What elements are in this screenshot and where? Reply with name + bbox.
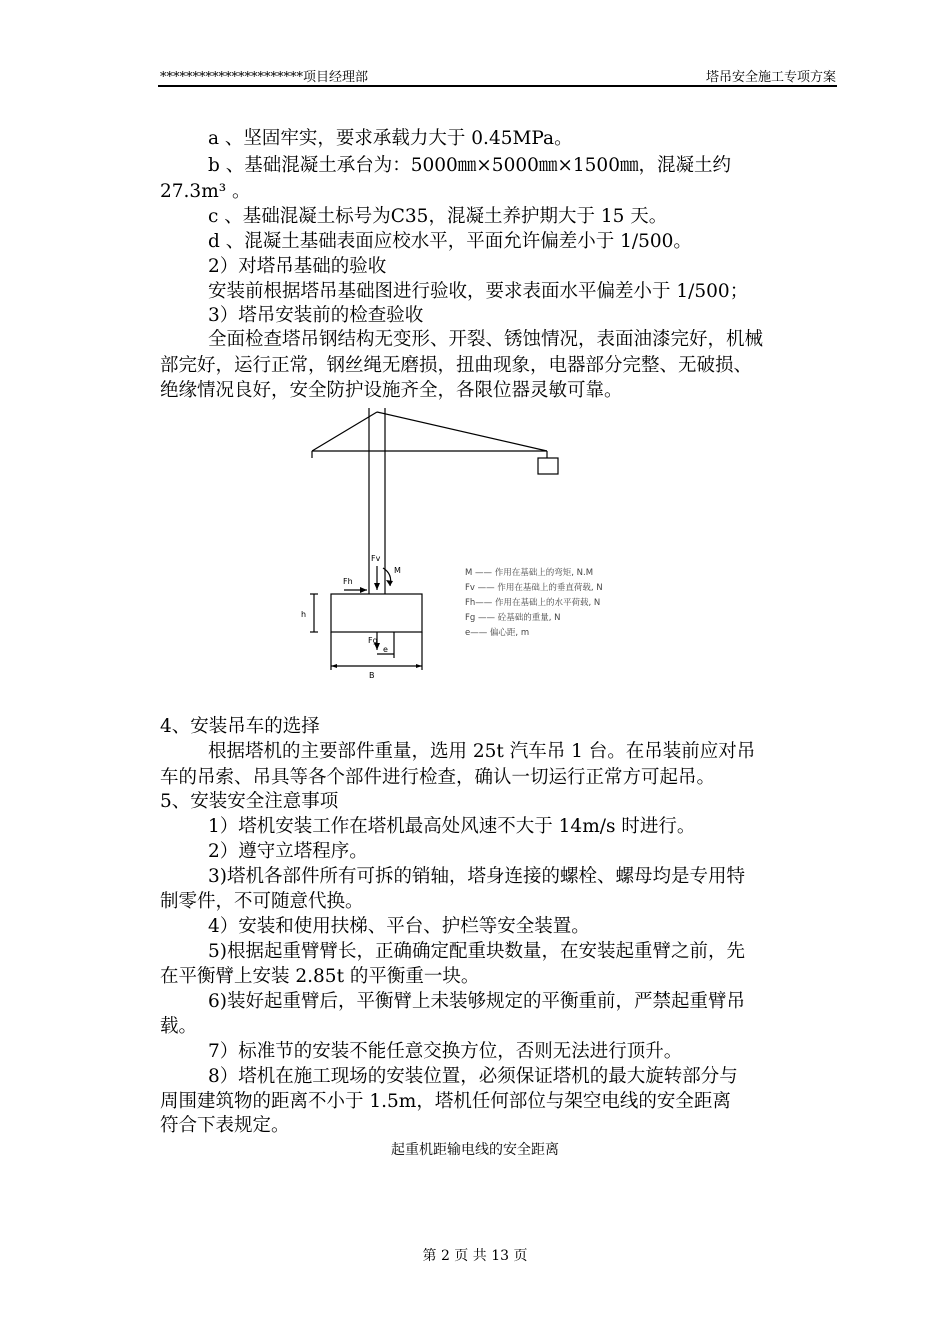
load-box xyxy=(538,458,558,474)
text-line: 全面检查塔吊钢结构无变形、开裂、锈蚀情况，表面油漆完好，机械 xyxy=(208,329,764,350)
text-line: 2）遵守立塔程序。 xyxy=(208,841,368,862)
text-line: 7）标准节的安装不能任意交换方位，否则无法进行顶升。 xyxy=(208,1041,683,1062)
text-line: 27.3m³ 。 xyxy=(160,181,251,202)
text-line: 2）对塔吊基础的验收 xyxy=(208,256,387,277)
header-document-title: 塔吊安全施工专项方案 xyxy=(705,70,836,85)
text-line: 在平衡臂上安装 2.85t 的平衡重一块。 xyxy=(160,966,480,987)
legend-item: Fg —— 砼基础的重量, N xyxy=(465,613,561,623)
text-line: 8）塔机在施工现场的安装位置，必须保证塔机的最大旋转部分与 xyxy=(208,1066,738,1087)
fv-label: Fv xyxy=(371,554,381,563)
text-line: 3）塔吊安装前的检查验收 xyxy=(208,305,424,326)
table-caption: 起重机距输电线的安全距离 xyxy=(391,1142,559,1158)
text-line: 安装前根据塔吊基础图进行验收，要求表面水平偏差小于 1/500； xyxy=(208,281,749,302)
tie-right xyxy=(377,412,547,451)
text-line: 周围建筑物的距离不小于 1.5m，塔机任何部位与架空电线的安全距离 xyxy=(160,1091,731,1112)
legend-item: Fv —— 作用在基础上的垂直荷载, N xyxy=(465,583,603,593)
text-line: 4）安装和使用扶梯、平台、护栏等安全装置。 xyxy=(208,916,590,937)
text-line: 制零件，不可随意代换。 xyxy=(160,891,364,912)
text-line: 绝缘情况良好，安全防护设施齐全，各限位器灵敏可靠。 xyxy=(160,380,623,401)
legend-item: e—— 偏心距, m xyxy=(465,628,530,638)
fg-label: Fg xyxy=(368,636,378,645)
text-line: 1）塔机安装工作在塔机最高处风速不大于 14m/s 时进行。 xyxy=(208,816,696,837)
b-label: B xyxy=(369,671,375,680)
text-line: 车的吊索、吊具等各个部件进行检查，确认一切运行正常方可起吊。 xyxy=(160,767,716,788)
legend-item: M —— 作用在基础上的弯矩, N.M xyxy=(465,568,594,578)
e-label: e xyxy=(383,645,388,654)
text-line: b 、基础混凝土承台为：5000㎜×5000㎜×1500㎜，混凝土约 xyxy=(208,155,731,176)
text-line: 符合下表规定。 xyxy=(160,1115,290,1136)
fh-label: Fh xyxy=(343,577,353,586)
text-line: 根据塔机的主要部件重量，选用 25t 汽车吊 1 台。在吊装前应对吊 xyxy=(208,741,756,762)
text-line: d 、混凝土基础表面应校水平，平面允许偏差小于 1/500。 xyxy=(208,231,692,252)
legend-item: Fh—— 作用在基础上的水平荷载, N xyxy=(465,598,601,608)
text-line: 部完好，运行正常，钢丝绳无磨损，扭曲现象，电器部分完整、无破损、 xyxy=(160,355,753,376)
foundation-block xyxy=(331,594,422,632)
text-line: 3)塔机各部件所有可拆的销轴，塔身连接的螺栓、螺母均是专用特 xyxy=(208,866,745,887)
text-line: 5)根据起重臂臂长，正确确定配重块数量，在安装起重臂之前，先 xyxy=(208,941,745,962)
section-heading: 5、安装安全注意事项 xyxy=(160,791,339,812)
h-label: h xyxy=(301,610,307,619)
text-line: a 、坚固牢实，要求承载力大于 0.45MPa。 xyxy=(208,128,573,149)
text-line: 载。 xyxy=(160,1016,198,1037)
tie-left xyxy=(312,412,377,451)
text-line: c 、基础混凝土标号为C35，混凝土养护期大于 15 天。 xyxy=(208,206,668,227)
header-rule xyxy=(158,85,837,87)
m-label: M xyxy=(394,566,401,575)
section-heading: 4、安装吊车的选择 xyxy=(160,716,320,737)
header-project-department: **********************项目经理部 xyxy=(160,70,369,85)
text-line: 6)装好起重臂后，平衡臂上未装够规定的平衡重前，严禁起重臂吊 xyxy=(208,991,745,1012)
tower-crane-foundation-diagram xyxy=(290,408,650,683)
page-footer: 第 2 页 共 13 页 xyxy=(422,1248,528,1264)
